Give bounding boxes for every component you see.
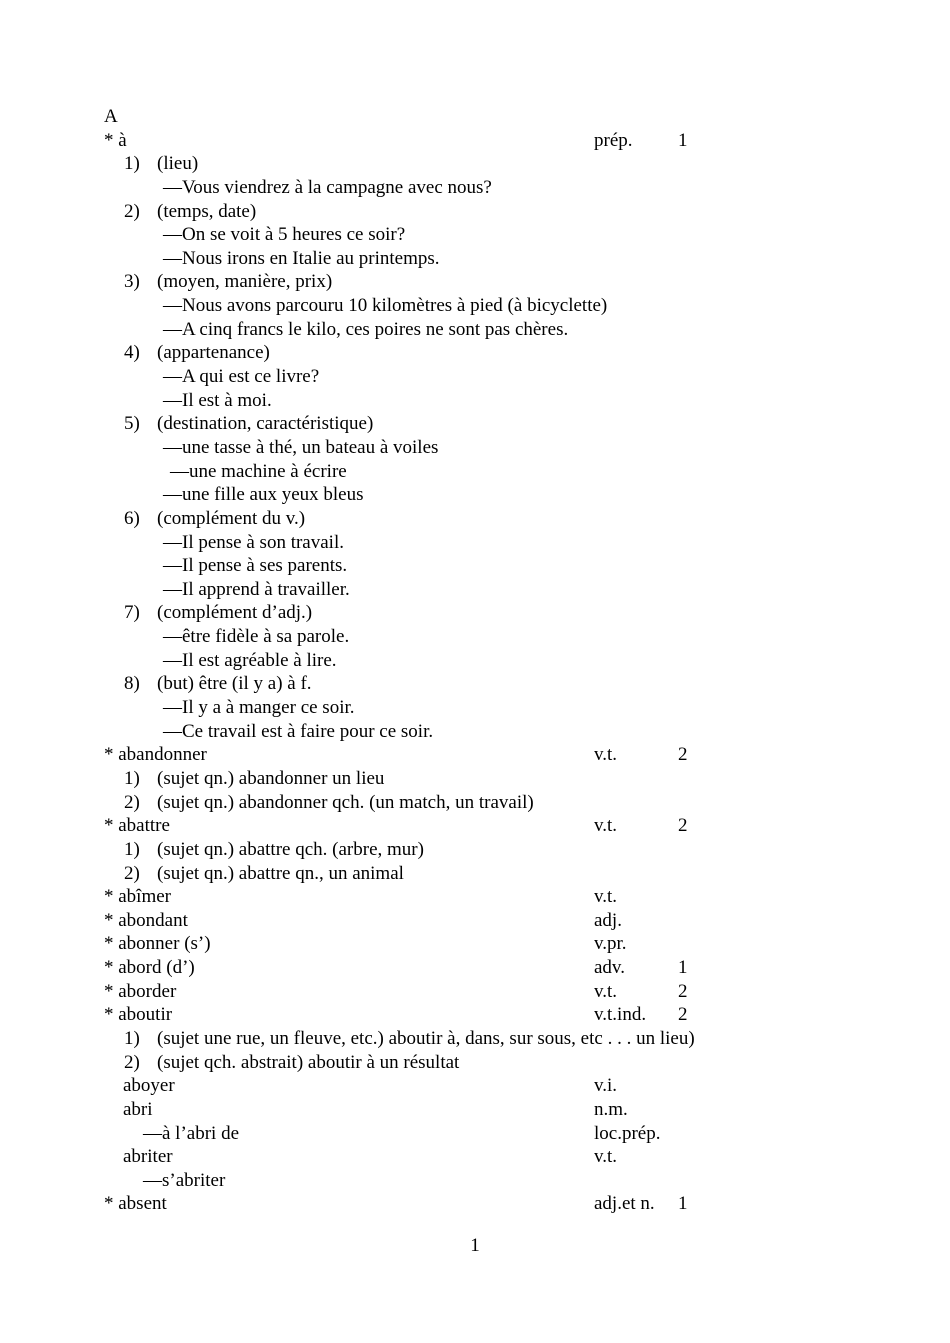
headword [104,1003,172,1027]
sense-label: (sujet qn.) abandonner qch. (un match, un travail) [157,791,534,813]
example-sentence: —Il apprend à travailler. [163,578,350,600]
section-letter: A [104,106,118,127]
part-of-speech: loc.prép. [594,1122,661,1144]
level-number: 1 [678,129,688,151]
sense-number: 5) [124,413,140,435]
entry-headline-a [0,129,950,153]
sense-label: (sujet qn.) abattre qn., un animal [157,862,404,884]
level-number: 2 [678,744,688,766]
headword-text: abonner (s’) [118,933,211,955]
example-sentence: —Il est agréable à lire. [163,649,337,671]
derived-form: —s’abriter [143,1169,226,1191]
sense-label: (sujet qn.) abandonner un lieu [157,767,385,789]
headword-text: abri [123,1098,153,1120]
example-line [0,720,950,744]
example-line [0,365,950,389]
entry-headline-aboutir [0,1003,950,1027]
sense-number: 3) [124,271,140,293]
section-heading-line [0,105,950,129]
sense-line [0,1051,950,1075]
example-line [0,460,950,484]
star-marker: * [104,744,114,766]
sense-label: (but) être (il y a) à f. [157,673,312,695]
example-sentence: —Il pense à son travail. [163,531,344,553]
sense-label: (sujet une rue, un fleuve, etc.) aboutir à, dans, sur sous, etc . . . un lieu) [157,1027,695,1049]
example-sentence: —Vous viendrez à la campagne avec nous? [163,176,492,198]
example-line [0,176,950,200]
sense-label: (complément du v.) [157,507,306,529]
sense-line [0,791,950,815]
sense-line [0,862,950,886]
sense-number: 4) [124,342,140,364]
derived-line [0,1169,950,1193]
entry-headline-abonner [0,932,950,956]
example-line [0,578,950,602]
sense-label: (temps, date) [157,200,257,222]
part-of-speech: v.t. [594,744,618,766]
example-sentence: —Il y a à manger ce soir. [163,697,355,719]
entry-headline-absent [0,1192,950,1216]
sense-number: 2) [124,1051,140,1073]
sense-line [0,601,950,625]
level-number: 1 [678,957,688,979]
sense-label: (appartenance) [157,342,270,364]
sense-line [0,672,950,696]
part-of-speech: v.t. [594,980,618,1002]
example-sentence: —A qui est ce livre? [163,366,320,388]
headword [104,885,171,909]
entry-headline-aborder [0,980,950,1004]
sense-label: (destination, caractéristique) [157,413,374,435]
derived-line [0,1122,950,1146]
example-line [0,696,950,720]
sense-number: 7) [124,602,140,624]
example-sentence: —Il pense à ses parents. [163,555,348,577]
example-line [0,389,950,413]
headword-text: aboyer [123,1075,175,1097]
sense-line [0,412,950,436]
part-of-speech: v.t.ind. [594,1004,647,1026]
headword-text: aborder [118,980,177,1002]
derived-form: —à l’abri de [143,1122,240,1144]
part-of-speech: prép. [594,129,633,151]
entry-headline-abri [0,1098,950,1122]
sense-label: (complément d’adj.) [157,602,313,624]
headword-text: à [118,129,127,151]
example-line [0,318,950,342]
entry-headline-aboyer [0,1074,950,1098]
star-marker: * [104,933,114,955]
headword-text: abandonner [118,744,207,766]
sense-number: 1) [124,153,140,175]
sense-line [0,270,950,294]
sense-number: 2) [124,791,140,813]
sense-line [0,507,950,531]
level-number: 1 [678,1193,688,1215]
headword [104,814,170,838]
level-number: 2 [678,980,688,1002]
sense-label: (lieu) [157,153,199,175]
star-marker: * [104,1193,114,1215]
sense-line [0,1027,950,1051]
sense-number: 8) [124,673,140,695]
star-marker: * [104,980,114,1002]
example-sentence: —Nous avons parcouru 10 kilomètres à pied (à bicyclette) [163,295,608,317]
level-number: 2 [678,1004,688,1026]
headword [104,980,176,1004]
sense-number: 2) [124,200,140,222]
headword [104,956,195,980]
entry-headline-abattre [0,814,950,838]
page-number: 1 [470,1235,480,1256]
headword-text: abîmer [118,886,172,908]
sense-number: 1) [124,838,140,860]
example-line [0,436,950,460]
example-line [0,625,950,649]
part-of-speech: adj. [594,909,622,931]
entry-headline-abandonner [0,743,950,767]
example-line [0,554,950,578]
headword-text: abriter [123,1146,173,1168]
entry-list [0,105,950,1216]
sense-number: 1) [124,1027,140,1049]
headword-text: abondant [118,909,188,931]
headword-text: abattre [118,815,170,837]
star-marker: * [104,1004,114,1026]
example-sentence: —A cinq francs le kilo, ces poires ne sont pas chères. [163,318,569,340]
entry-headline-abord [0,956,950,980]
part-of-speech: v.pr. [594,933,627,955]
level-number: 2 [678,815,688,837]
example-line [0,649,950,673]
headword-text: aboutir [118,1004,173,1026]
example-sentence: —être fidèle à sa parole. [163,626,350,648]
headword [104,129,127,153]
star-marker: * [104,129,114,151]
sense-label: (sujet qn.) abattre qch. (arbre, mur) [157,838,424,860]
sense-line [0,152,950,176]
part-of-speech: v.i. [594,1075,618,1097]
headword [104,1192,167,1216]
example-sentence: —une fille aux yeux bleus [163,484,364,506]
part-of-speech: v.t. [594,886,618,908]
example-sentence: —Il est à moi. [163,389,272,411]
star-marker: * [104,957,114,979]
part-of-speech: v.t. [594,815,618,837]
headword-text: absent [118,1193,167,1215]
sense-label: (moyen, manière, prix) [157,271,333,293]
example-sentence: —On se voit à 5 heures ce soir? [163,224,406,246]
part-of-speech: adj.et n. [594,1193,655,1215]
headword [104,909,188,933]
example-line [0,247,950,271]
headword [104,932,211,956]
example-sentence: —une tasse à thé, un bateau à voiles [163,436,439,458]
star-marker: * [104,886,114,908]
sense-line [0,341,950,365]
headword-text: abord (d’) [118,957,195,979]
example-line [0,294,950,318]
sense-number: 1) [124,767,140,789]
sense-label: (sujet qch. abstrait) aboutir à un résultat [157,1051,460,1073]
part-of-speech: v.t. [594,1146,618,1168]
entry-headline-abondant [0,909,950,933]
headword [104,743,207,767]
entry-headline-abriter [0,1145,950,1169]
sense-line [0,838,950,862]
sense-number: 2) [124,862,140,884]
part-of-speech: n.m. [594,1098,628,1120]
sense-number: 6) [124,507,140,529]
entry-headline-abimer [0,885,950,909]
example-sentence: —Ce travail est à faire pour ce soir. [163,720,434,742]
part-of-speech: adv. [594,957,625,979]
example-sentence: —Nous irons en Italie au printemps. [163,247,440,269]
example-line [0,531,950,555]
sense-line [0,767,950,791]
star-marker: * [104,909,114,931]
example-line [0,223,950,247]
example-line [0,483,950,507]
sense-line [0,200,950,224]
example-sentence: —une machine à écrire [170,460,347,482]
star-marker: * [104,815,114,837]
